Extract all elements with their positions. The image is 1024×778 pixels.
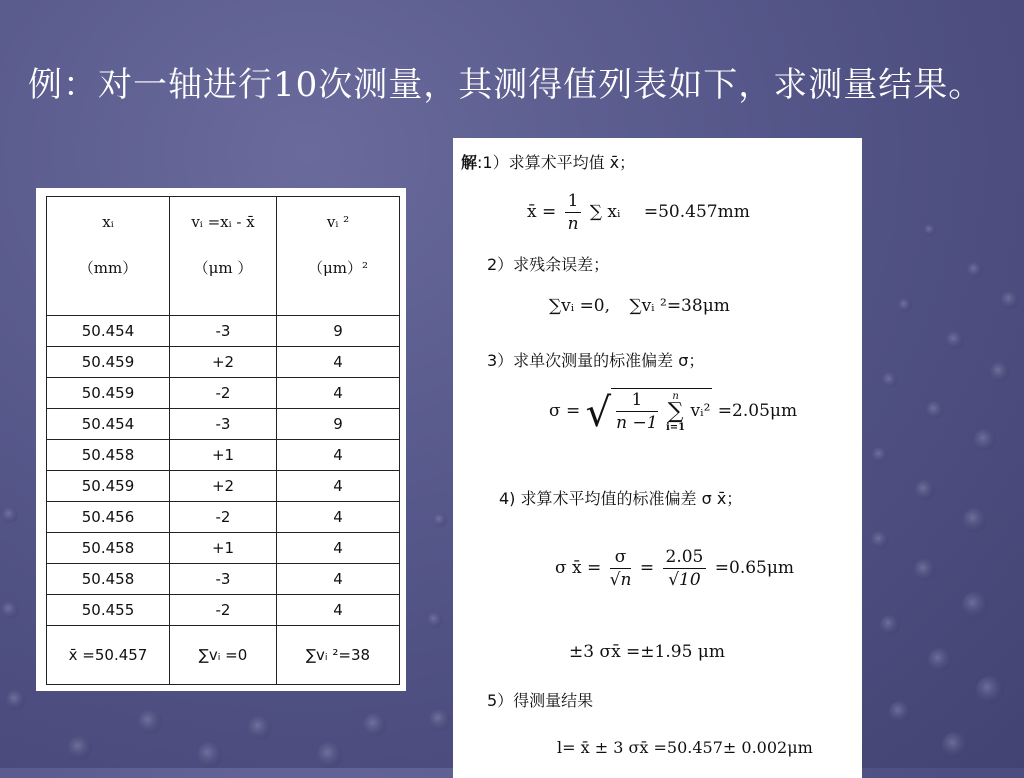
cell-vi: -2 (170, 502, 277, 533)
cell-vi2: 9 (277, 409, 400, 440)
formula-sigma-result: =2.05μm (717, 401, 798, 421)
solution-step-2: 2）求残余误差； (487, 255, 610, 274)
solution-step-3: 3）求单次测量的标准偏差 σ； (487, 351, 705, 370)
footer-sum-v: ∑vᵢ =0 (170, 626, 277, 685)
fraction-numerator: 2.05 (663, 546, 707, 569)
cell-xi: 50.458 (47, 440, 170, 471)
sum-lower-limit: i=1 (666, 421, 686, 433)
formula-sum-v: ∑vᵢ =0, (549, 296, 611, 316)
cell-vi2: 4 (277, 347, 400, 378)
cell-xi: 50.455 (47, 595, 170, 626)
table-row (47, 502, 400, 533)
fraction-denominator: n (567, 214, 579, 234)
header-xi-symbol: xᵢ (102, 213, 114, 231)
cell-vi2: 4 (277, 378, 400, 409)
header-vi-symbol: vᵢ =xᵢ - x̄ (191, 213, 255, 231)
fraction-denominator: n −1 (616, 413, 658, 433)
solution-step-5: 5）得测量结果 (487, 691, 594, 710)
cell-xi: 50.456 (47, 502, 170, 533)
solution-step-4: 4) 求算术平均值的标准偏差 σ x̄； (499, 489, 743, 508)
formula-sigma-mean-lhs: σ x̄ = (555, 558, 602, 578)
formula-mean (527, 190, 750, 235)
measurement-table (46, 196, 400, 685)
formula-residuals (549, 296, 730, 316)
table-row (47, 409, 400, 440)
formula-sigma-fraction (616, 389, 657, 434)
fraction-denominator: √n (609, 570, 632, 590)
formula-sigma-mean-fraction-1 (610, 546, 632, 591)
cell-vi2: 4 (277, 564, 400, 595)
header-vi (170, 197, 277, 316)
header-vi-unit: （μm ） (193, 259, 253, 277)
formula-sigma-radicand (611, 388, 712, 434)
cell-vi: +1 (170, 533, 277, 564)
measurement-table-card (36, 188, 406, 691)
table-row (47, 316, 400, 347)
table-row (47, 595, 400, 626)
cell-xi: 50.458 (47, 533, 170, 564)
table-footer-row (47, 626, 400, 685)
table-header-row (47, 197, 400, 316)
sum-term: vᵢ² (690, 401, 711, 421)
step-1-text: :1）求算术平均值 x̄； (477, 153, 636, 172)
fraction-numerator: 1 (616, 389, 657, 412)
table-row (47, 533, 400, 564)
solution-card (453, 138, 862, 778)
sigma-sum-icon: ∑ (667, 398, 684, 424)
cell-vi: +1 (170, 440, 277, 471)
formula-sigma-mean (555, 546, 794, 591)
fraction-numerator: σ (610, 546, 632, 569)
formula-mean-result: =50.457mm (643, 202, 750, 222)
cell-vi: -3 (170, 316, 277, 347)
formula-mean-fraction (565, 190, 582, 235)
cell-xi: 50.454 (47, 316, 170, 347)
solution-label: 解 (461, 153, 478, 172)
sqrt-sign-icon: √ (585, 390, 612, 436)
table-row (47, 347, 400, 378)
cell-xi: 50.459 (47, 378, 170, 409)
cell-xi: 50.454 (47, 409, 170, 440)
cell-vi2: 9 (277, 316, 400, 347)
header-vi2-symbol: vᵢ ² (326, 213, 350, 231)
formula-sigma (549, 388, 797, 436)
formula-limit-error: ±3 σx̄ =±1.95 μm (569, 642, 725, 662)
cell-vi: +2 (170, 347, 277, 378)
formula-sigma-lhs: σ = (549, 401, 581, 421)
header-xi-unit: （mm） (78, 259, 138, 277)
cell-vi: -3 (170, 409, 277, 440)
cell-xi: 50.459 (47, 471, 170, 502)
formula-final-result: l= x̄ ± 3 σx̄ =50.457± 0.002μm (557, 738, 813, 757)
slide-title: 例：对一轴进行10次测量，其测得值列表如下，求测量结果。 (28, 65, 984, 105)
footer-mean: x̄ =50.457 (47, 626, 170, 685)
sum-operator (666, 391, 685, 433)
cell-xi: 50.459 (47, 347, 170, 378)
header-vi2-unit: （μm）² (308, 259, 368, 277)
sum-upper-limit: n (672, 390, 679, 402)
formula-mean-lhs: x̄ = (527, 202, 557, 222)
table-row (47, 564, 400, 595)
equals-sign: = (639, 558, 655, 578)
cell-vi: -2 (170, 595, 277, 626)
table-row (47, 471, 400, 502)
table-row (47, 440, 400, 471)
table-row (47, 378, 400, 409)
header-xi (47, 197, 170, 316)
solution-step-1 (461, 150, 635, 173)
footer-sum-v2: ∑vᵢ ²=38 (277, 626, 400, 685)
cell-vi: -2 (170, 378, 277, 409)
header-vi2 (277, 197, 400, 316)
cell-vi2: 4 (277, 595, 400, 626)
fraction-numerator: 1 (565, 190, 582, 213)
formula-mean-sum: ∑ xᵢ (589, 202, 621, 222)
cell-xi: 50.458 (47, 564, 170, 595)
formula-sigma-mean-fraction-2 (663, 546, 707, 591)
cell-vi2: 4 (277, 502, 400, 533)
cell-vi2: 4 (277, 533, 400, 564)
cell-vi: +2 (170, 471, 277, 502)
formula-sum-v2: ∑vᵢ ²=38μm (629, 296, 730, 316)
fraction-denominator: √10 (668, 570, 701, 590)
cell-vi2: 4 (277, 471, 400, 502)
cell-vi2: 4 (277, 440, 400, 471)
cell-vi: -3 (170, 564, 277, 595)
formula-sigma-mean-result: =0.65μm (714, 558, 795, 578)
